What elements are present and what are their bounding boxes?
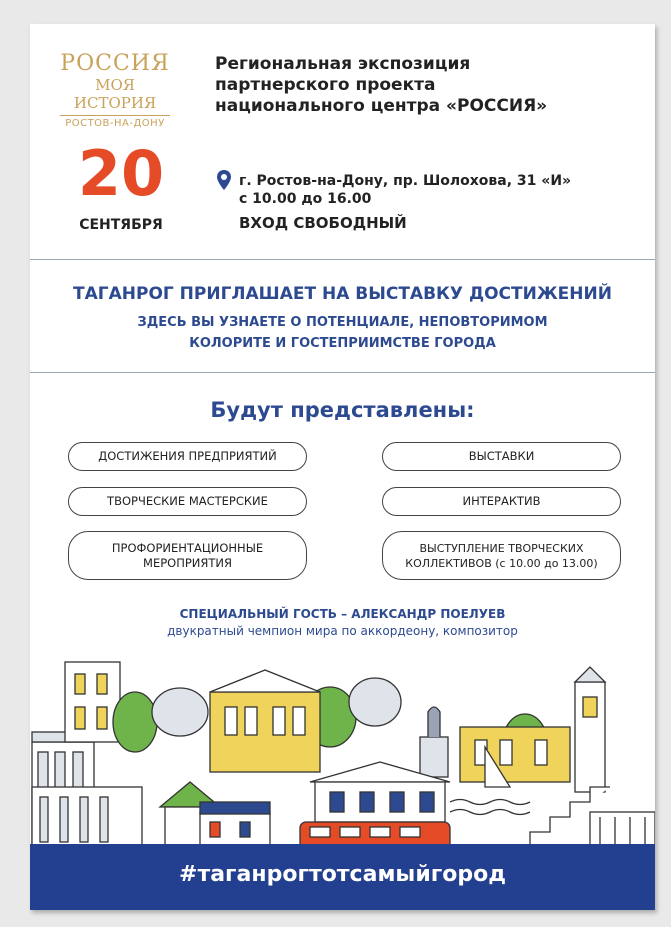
subheadline-line: ЗДЕСЬ ВЫ УЗНАЕТЕ О ПОТЕНЦИАЛЕ, НЕПОВТОРИМОМ xyxy=(137,315,548,330)
special-guest: СПЕЦИАЛЬНЫЙ ГОСТЬ – АЛЕКСАНДР ПОЕЛУЕВ xyxy=(179,607,506,621)
item-pill xyxy=(68,487,307,516)
item-label: ВЫСТАВКИ xyxy=(468,449,535,463)
event-day: 20 xyxy=(77,137,165,210)
divider xyxy=(30,259,655,260)
item-pill xyxy=(382,487,621,516)
logo-russia-my-history xyxy=(60,52,170,129)
city-illustration xyxy=(30,652,655,852)
event-month: СЕНТЯБРЯ xyxy=(79,217,163,233)
item-pill xyxy=(68,442,307,471)
logo-line-2: МОЯ ИСТОРИЯ xyxy=(73,76,157,112)
item-label: МЕРОПРИЯТИЯ xyxy=(143,555,232,570)
logo-line-1: РОССИЯ xyxy=(60,51,170,76)
logo-city: РОСТОВ-НА-ДОНУ xyxy=(60,115,170,129)
subheadline-line: КОЛОРИТЕ И ГОСТЕПРИИМСТВЕ ГОРОДА xyxy=(189,336,496,351)
title-line: партнерского проекта xyxy=(215,75,436,95)
title-line: национального центра «РОССИЯ» xyxy=(215,96,548,116)
event-title xyxy=(215,54,635,117)
item-pill xyxy=(382,531,621,580)
hashtag: #таганрогтотсамыйгород xyxy=(179,862,506,887)
item-label: ИНТЕРАКТИВ xyxy=(462,494,541,508)
poster xyxy=(30,24,655,910)
map-pin-icon xyxy=(216,169,232,191)
entry-info: ВХОД СВОБОДНЫЙ xyxy=(239,214,407,232)
title-line: Региональная экспозиция xyxy=(215,54,471,74)
special-guest-description: двукратный чемпион мира по аккордеону, композитор xyxy=(167,624,518,638)
item-label: ДОСТИЖЕНИЯ ПРЕДПРИЯТИЙ xyxy=(98,449,277,463)
headline: ТАГАНРОГ ПРИГЛАШАЕТ НА ВЫСТАВКУ ДОСТИЖЕНИЙ xyxy=(73,284,612,304)
item-pill xyxy=(68,531,307,580)
event-address: г. Ростов-на-Дону, пр. Шолохова, 31 «И» xyxy=(239,173,572,189)
item-label: ВЫСТУПЛЕНИЕ ТВОРЧЕСКИХ xyxy=(419,541,584,555)
item-label: КОЛЛЕКТИВОВ (с 10.00 до 13.00) xyxy=(405,556,598,570)
section-title: Будут представлены: xyxy=(210,398,475,422)
item-label: ТВОРЧЕСКИЕ МАСТЕРСКИЕ xyxy=(107,494,268,508)
event-hours: с 10.00 до 16.00 xyxy=(239,191,372,207)
item-pill xyxy=(382,442,621,471)
item-label: ПРОФОРИЕНТАЦИОННЫЕ xyxy=(111,540,264,555)
subheadline xyxy=(30,312,655,354)
divider xyxy=(30,372,655,373)
